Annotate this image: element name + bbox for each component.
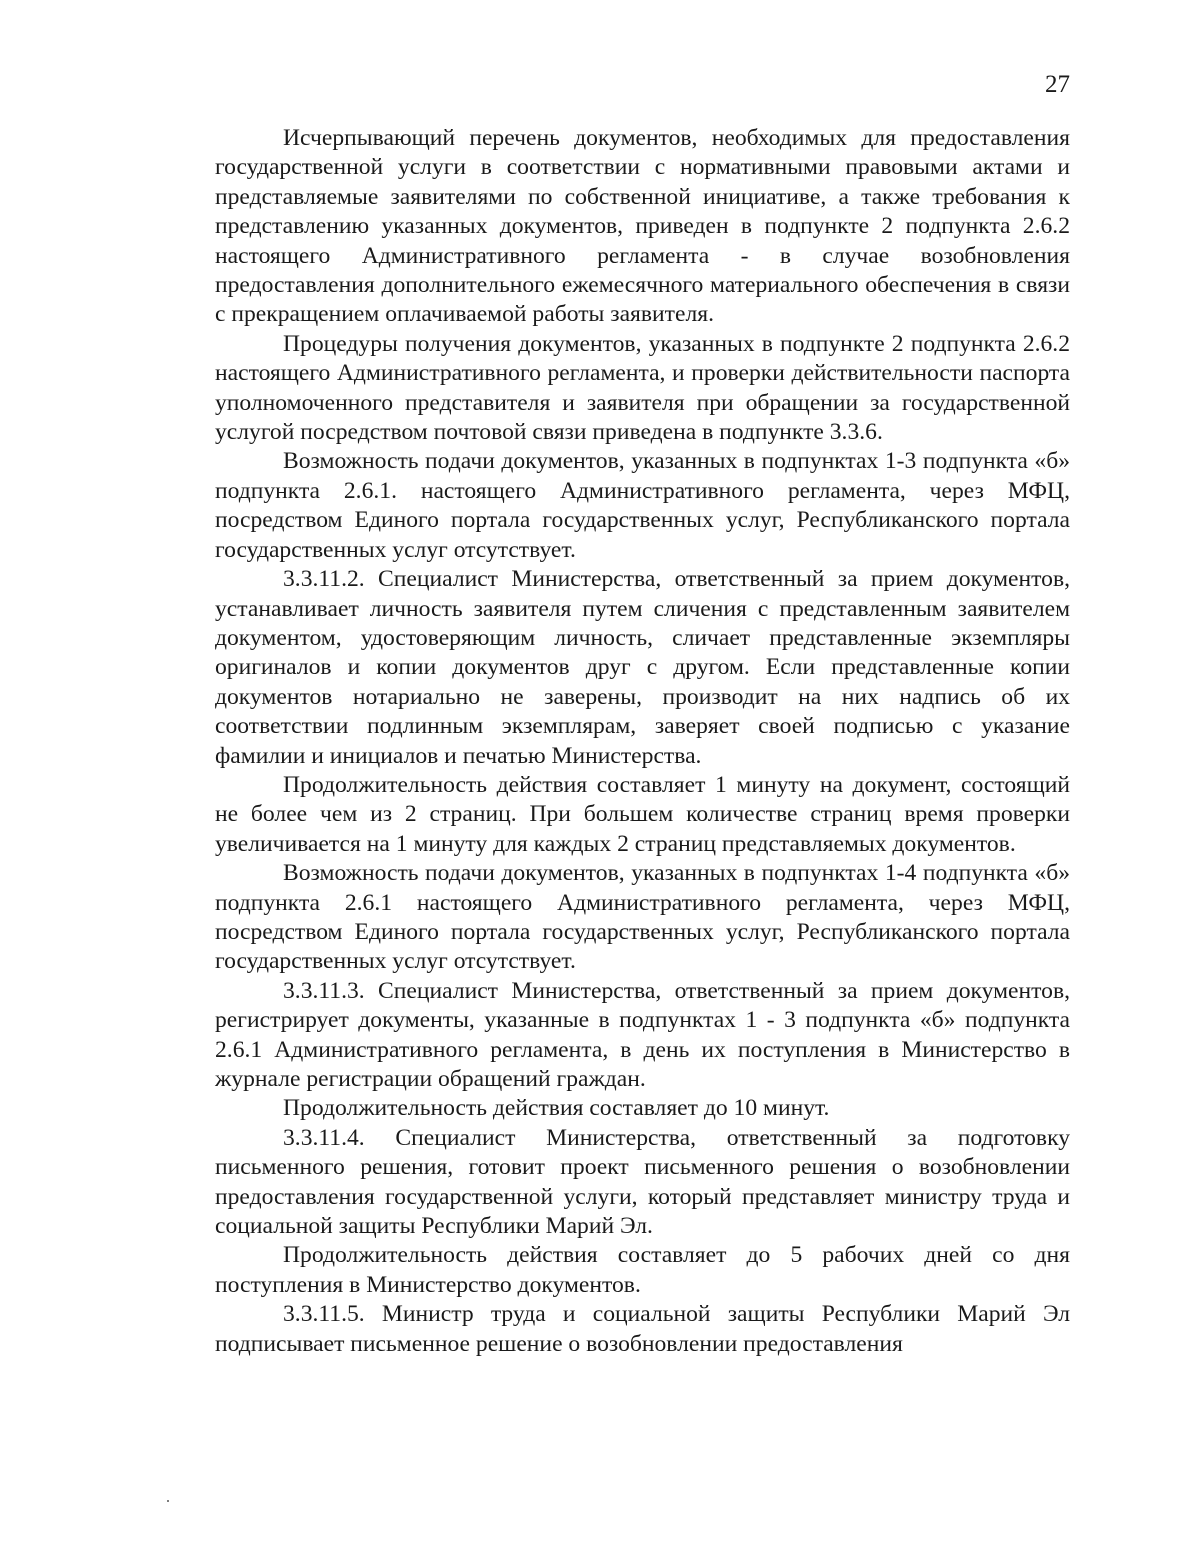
paragraph-3-3-11-5: 3.3.11.5. Министр труда и социальной защиты Республики Марий Эл подписывает письменное решение о возобновлении предоставления [215,1301,1070,1357]
document-body [215,124,1070,1359]
paragraph-duration-10-min: Продолжительность действия составляет до 10 минут. [283,1095,830,1122]
paragraph-document-list: Исчерпывающий перечень документов, необходимых для предоставления государственной услуги в соответствии с нормативными правовыми актами и представляемые заявителями по собственной инициативе, а также требования к представлению указанных документов, приведен в подпункте 2 подпункта 2.6.2 настоящего Административного регламента - в случае возобновления предоставления дополнительного ежемесячного материального обеспечения в связи с прекращением оплачиваемой работы заявителя. [215,125,1070,328]
paragraph-submission-1-3: Возможность подачи документов, указанных в подпунктах 1-3 подпункта «б» подпункта 2.6.1. настоящего Административного регламента, через МФЦ, посредством Единого портала государственных услуг, Республиканского портала государственных услуг отсутствует. [215,448,1070,563]
paragraph-submission-1-4: Возможность подачи документов, указанных в подпунктах 1-4 подпункта «б» подпункта 2.6.1 настоящего Административного регламента, через МФЦ, посредством Единого портала государственных услуг, Республиканского портала государственных услуг отсутствует. [215,860,1070,975]
page-number: 27 [1045,71,1070,98]
paragraph-procedures: Процедуры получения документов, указанных в подпункте 2 подпункта 2.6.2 настоящего Административного регламента, и проверки действительности паспорта уполномоченного представителя и заявителя при обращении за государственной услугой посредством почтовой связи приведена в подпункте 3.3.6. [215,330,1070,446]
paragraph-3-3-11-4: 3.3.11.4. Специалист Министерства, ответственный за подготовку письменного решения, готовит проект письменного решения о возобновлении предоставления государственной услуги, который представляет министру труда и социальной защиты Республики Марий Эл. [215,1124,1070,1240]
paragraph-duration-5-days: Продолжительность действия составляет до 5 рабочих дней со дня поступления в Министерство документов. [215,1242,1070,1298]
paragraph-3-3-11-2: 3.3.11.2. Специалист Министерства, ответственный за прием документов, устанавливает личность заявителя путем сличения с представленным заявителем документом, удостоверяющим личность, сличает представленные экземпляры оригиналов и копии документов друг с другом. Если представленные копии документов нотариально не заверены, производит на них надпись об их соответствии подлинным экземплярам, заверяет своей подписью с указание фамилии и инициалов и печатью Министерства. [215,566,1070,769]
scan-speck [167,1500,169,1502]
paragraph-3-3-11-3: 3.3.11.3. Специалист Министерства, ответственный за прием документов, регистрирует документы, указанные в подпунктах 1 - 3 подпункта «б» подпункта 2.6.1 Административного регламента, в день их поступления в Министерство в журнале регистрации обращений граждан. [215,977,1070,1092]
paragraph-duration-check: Продолжительность действия составляет 1 минуту на документ, состоящий не более чем из 2 страниц. При большем количестве страниц время проверки увеличивается на 1 минуту для каждых 2 страниц представляемых документов. [215,771,1070,857]
